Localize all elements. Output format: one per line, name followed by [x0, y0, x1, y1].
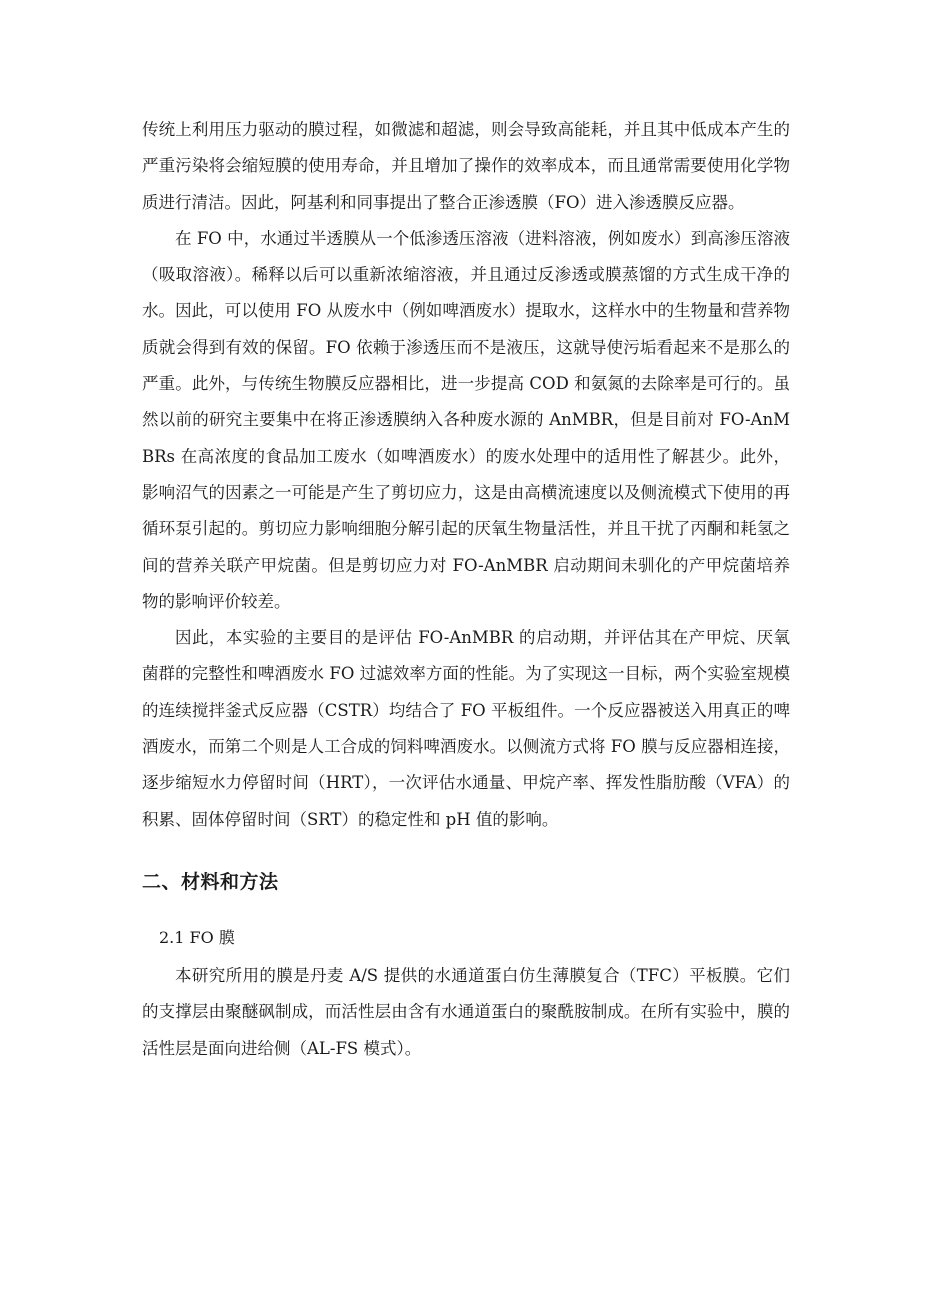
paragraph-intro-pressure-driven: 传统上利用压力驱动的膜过程，如微滤和超滤，则会导致高能耗，并且其中低成本产生的严重污染将会缩短膜的使用寿命，并且增加了操作的效率成本，而且通常需要使用化学物质进行清洁。因此，阿基利和同事提出了整合正渗透膜（FO）进入渗透膜反应器。 [142, 120, 790, 212]
subsection-heading-fo-membrane: 2.1 FO 膜 [159, 927, 235, 947]
paragraph-study-objective: 因此，本实验的主要目的是评估 FO-AnMBR 的启动期，并评估其在产甲烷、厌氧菌群的完整性和啤酒废水 FO 过滤效率方面的性能。为了实现这一目标，两个实验室规模的连续搅拌釜式反应器（CSTR）均结合了 FO 平板组件。一个反应器被送入用真正的啤酒废水，而第二个则是人工合成的饲料啤酒废水。以侧流方式将 FO 膜与反应器相连接，逐步缩短水力停留时间（HRT），一次评估水通量、甲烷产率、挥发性脂肪酸（VFA）的积累、固体停留时间（SRT）的稳定性和 pH 值的影响。 [142, 628, 790, 829]
paragraph-fo-mechanism: 在 FO 中，水通过半透膜从一个低渗透压溶液（进料溶液，例如废水）到高渗压溶液（吸取溶液）。稀释以后可以重新浓缩溶液，并且通过反渗透或膜蒸馏的方式生成干净的水。因此，可以使用 FO 从废水中（例如啤酒废水）提取水，这样水中的生物量和营养物质就会得到有效的保留。FO 依赖于渗透压而不是液压，这就导使污垢看起来不是那么的严重。此外，与传统生物膜反应器相比，进一步提高 COD 和氨氮的去除率是可行的。虽然以前的研究主要集中在将正渗透膜纳入各种废水源的 AnMBR，但是目前对 FO-AnMBRs 在高浓度的食品加工废水（如啤酒废水）的废水处理中的适用性了解甚少。此外，影响沼气的因素之一可能是产生了剪切应力，这是由高横流速度以及侧流模式下使用的再循环泵引起的。剪切应力影响细胞分解引起的厌氧生物量活性，并且干扰了丙酮和耗氢之间的营养关联产甲烷菌。但是剪切应力对 FO-AnMBR 启动期间未驯化的产甲烷菌培养物的影响评价较差。 [142, 228, 790, 611]
section-heading-materials-methods: 二、材料和方法 [142, 870, 279, 893]
document-page [142, 112, 790, 1067]
paragraph-membrane-description: 本研究所用的膜是丹麦 A/S 提供的水通道蛋白仿生薄膜复合（TFC）平板膜。它们的支撑层由聚醚砜制成，而活性层由含有水通道蛋白的聚酰胺制成。在所有实验中，膜的活性层是面向进给侧（AL-FS 模式）。 [142, 965, 790, 1058]
